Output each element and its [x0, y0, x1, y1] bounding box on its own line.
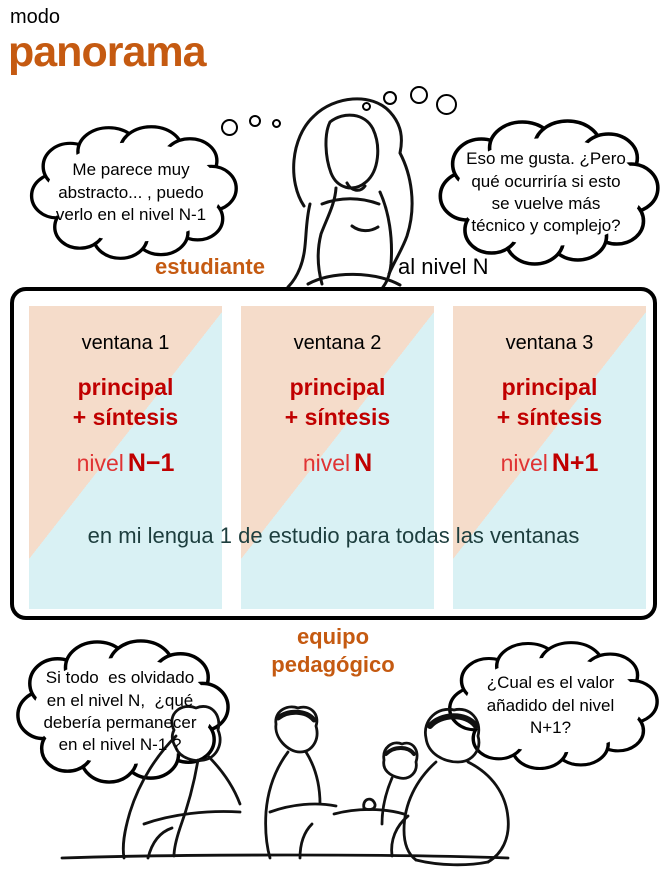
bubble-line: técnico y complejo? — [471, 216, 621, 236]
bubble-line: debería permanecer — [43, 713, 197, 732]
level-value: N+1 — [551, 448, 599, 477]
bubble-line: verlo en el nivel N-1 — [55, 205, 207, 225]
bubble-line: qué ocurriría si esto — [471, 171, 621, 191]
bubble-line: en el nivel N, ¿qué — [46, 690, 194, 710]
panel-title: ventana 2 — [293, 332, 382, 354]
bubble-line: Me parece muy — [72, 160, 190, 180]
team-label-line: pedagógico — [271, 652, 395, 678]
panel-sintesis: + síntesis — [284, 403, 391, 430]
thought-bubble-team-right — [438, 640, 663, 772]
ventana-panel-1 — [29, 306, 222, 609]
level-n-label: al nivel N — [398, 254, 489, 279]
bubble-text — [20, 124, 242, 262]
bubble-line: se vuelve más — [491, 194, 601, 213]
level-value: N−1 — [127, 448, 175, 477]
bubble-line: ¿Cual es el valor — [486, 673, 615, 693]
mode-label: modo — [10, 6, 61, 28]
bubble-line: abstracto... , puedo — [58, 182, 204, 202]
panel-title: ventana 3 — [505, 332, 594, 354]
team-label — [233, 623, 433, 679]
bubble-text — [438, 640, 663, 772]
level-prefix: nivel — [302, 449, 351, 476]
thought-bubble-team-left — [6, 638, 234, 786]
ventana-panel-3 — [453, 306, 646, 609]
level-value: N — [354, 448, 373, 477]
panel-title: ventana 1 — [81, 332, 170, 354]
bubble-line: N+1? — [529, 718, 572, 738]
box-footer-text: en mi lengua 1 de estudio para todas las ventanas — [87, 523, 580, 548]
bubble-text — [428, 118, 664, 268]
team-label-line: equipo — [296, 624, 370, 649]
bubble-line: Si todo es olvidado — [45, 668, 195, 688]
bubble-line: en el nivel N-1 ? — [58, 735, 182, 755]
student-label: estudiante — [154, 254, 265, 279]
panel-level — [453, 449, 646, 478]
panel-level — [29, 449, 222, 478]
level-prefix: nivel — [76, 449, 124, 476]
panorama-box — [10, 287, 657, 620]
panel-principal: principal — [77, 374, 174, 400]
bubble-line: Eso me gusta. ¿Pero — [466, 149, 626, 169]
level-prefix: nivel — [500, 449, 548, 476]
bubble-line: añadido del nivel — [486, 695, 615, 715]
bubble-text — [6, 638, 234, 786]
ventana-panel-2 — [241, 306, 434, 609]
panel-principal: principal — [501, 374, 598, 400]
panel-sintesis: + síntesis — [496, 403, 603, 430]
thought-bubble-student-left — [20, 124, 242, 262]
panel-principal: principal — [289, 374, 386, 400]
panel-sintesis: + síntesis — [72, 403, 179, 430]
page-title: panorama — [8, 28, 206, 76]
panel-level — [241, 449, 434, 478]
thought-bubble-student-right — [428, 118, 664, 268]
